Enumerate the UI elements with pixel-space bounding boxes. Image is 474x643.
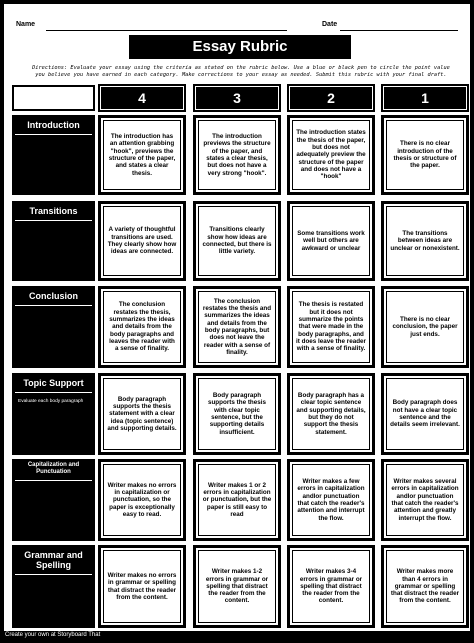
rubric-cell-text: A variety of thoughtful transitions are used. They clearly show how ideas are connected. [101,204,183,278]
score-header-2: 2 [287,84,375,112]
score-header-4: 4 [98,84,186,112]
rubric-cell-text: The introduction previews the structure of the paper, and states a clear thesis, but does not have a very strong "hook". [196,118,278,192]
rubric-cell-introduction-score-3 [193,115,281,195]
rubric-page [4,4,470,631]
rubric-cell-conclusion-score-3 [193,286,281,368]
rubric-cell-conclusion-score-2 [287,286,375,368]
page-title: Essay Rubric [129,35,351,59]
rubric-cell-text: Writer makes no errors in grammar or spelling that distract the reader from the content. [101,548,183,625]
rubric-cell-text: Writer makes several errors in capitalization andlor punctuation that catch the reader's attention and greatly interrupt the flow. [384,462,466,538]
name-label: Name [16,21,36,28]
rubric-cell-introduction-score-1 [381,115,469,195]
rubric-cell-transitions-score-3 [193,201,281,281]
rubric-cell-grammar-spelling-score-1 [381,545,469,628]
row-label-text: Topic Support [15,373,92,393]
rubric-cell-text: Writer makes a few errors in capitalization andlor punctuation that catch the reader's attention and interrupt the flow. [290,462,372,538]
rubric-cell-text: Some transitions work well but others are awkward or unclear [290,204,372,278]
rubric-cell-text: The transitions between ideas are unclear or nonexistent. [384,204,466,278]
rubric-cell-capitalization-punctuation-score-4 [98,459,186,541]
row-label-conclusion [12,286,95,368]
row-label-text: Transitions [15,201,92,221]
rubric-cell-topic-support-score-1 [381,373,469,455]
rubric-cell-grammar-spelling-score-4 [98,545,186,628]
rubric-cell-grammar-spelling-score-2 [287,545,375,628]
score-header-3: 3 [193,84,281,112]
rubric-cell-text: Writer makes 1 or 2 errors in capitalization or punctuation, but the paper is still easy to read [196,462,278,538]
row-label-subtext: Evaluate each body paragraph [18,399,84,404]
name-line [46,30,287,31]
rubric-cell-conclusion-score-1 [381,286,469,368]
row-label-capitalization-punctuation [12,459,95,541]
rubric-cell-text: The introduction has an attention grabbing "hook", previews the structure of the paper, and states a clear thesis. [101,118,183,192]
date-label: Date [322,21,338,28]
rubric-cell-topic-support-score-3 [193,373,281,455]
rubric-cell-introduction-score-4 [98,115,186,195]
rubric-cell-text: The conclusion restates the thesis, summarizes the ideas and details from the body paragraphs and leaves the reader with a sense of finality. [101,289,183,365]
rubric-cell-transitions-score-1 [381,201,469,281]
rubric-cell-grammar-spelling-score-3 [193,545,281,628]
row-label-topic-support [12,373,95,455]
rubric-cell-text: Body paragraph has a clear topic sentence and supporting details, but they do not support the thesis statement. [290,376,372,452]
rubric-cell-capitalization-punctuation-score-2 [287,459,375,541]
rubric-cell-topic-support-score-4 [98,373,186,455]
rubric-cell-text: Writer makes more than 4 errors in grammar or spelling that distract the reader from the content. [384,548,466,625]
row-label-introduction [12,115,95,195]
rubric-cell-capitalization-punctuation-score-3 [193,459,281,541]
row-label-text: Conclusion [15,286,92,306]
header-corner [12,85,95,111]
rubric-cell-text: Body paragraph does not have a clear topic sentence and the details seem irrelevant. [384,376,466,452]
rubric-cell-text: Transitions clearly show how ideas are connected, but there is little variety. [196,204,278,278]
rubric-cell-text: Writer makes no errors in capitalization or punctuation, so the paper is exceptionally easy to read. [101,462,183,538]
rubric-cell-text: There is no clear introduction of the thesis or structure of the paper. [384,118,466,192]
rubric-cell-text: There is no clear conclusion, the paper just ends. [384,289,466,365]
row-label-grammar-spelling [12,545,95,628]
score-header-1: 1 [381,84,469,112]
rubric-cell-transitions-score-2 [287,201,375,281]
date-line [340,30,458,31]
rubric-cell-text: The thesis is restated but it does not summarize the points that were made in the body paragraphs, and it does leave the reader with a sense of finality. [290,289,372,365]
rubric-cell-text: Body paragraph supports the thesis statement with a clear idea (topic sentence) and supporting details. [101,376,183,452]
rubric-cell-text: The introduction states the thesis of the paper, but does not adequately preview the structure of the paper and does not have a "hook" [290,118,372,192]
rubric-cell-conclusion-score-4 [98,286,186,368]
rubric-cell-text: Body paragraph supports the thesis with clear topic sentence, but the supporting details insufficient. [196,376,278,452]
rubric-cell-topic-support-score-2 [287,373,375,455]
rubric-cell-introduction-score-2 [287,115,375,195]
rubric-cell-capitalization-punctuation-score-1 [381,459,469,541]
rubric-cell-transitions-score-4 [98,201,186,281]
rubric-cell-text: Writer makes 3-4 errors in grammar or spelling that distract the reader from the content. [290,548,372,625]
row-label-transitions [12,201,95,281]
row-label-text: Introduction [15,115,92,135]
rubric-cell-text: Writer makes 1-2 errors in grammar or spelling that distract the reader from the content. [196,548,278,625]
rubric-cell-text: The conclusion restates the thesis and summarizes the ideas and details from the body paragraphs, but does not leave the reader with a sense of finality. [196,289,278,365]
row-label-text: Grammar and Spelling [15,545,92,575]
row-label-text: Capitalization and Punctuation [15,459,92,481]
footer-credit: Create your own at Storyboard That [5,632,101,638]
directions-text: Directions: Evaluate your essay using the criteria as stated on the rubric below. Use a blue or black pen to circle the point value you believe you have earned in each category. Make corrections to your essay as needed. Submit this rubric with your final draft. [32,65,450,78]
